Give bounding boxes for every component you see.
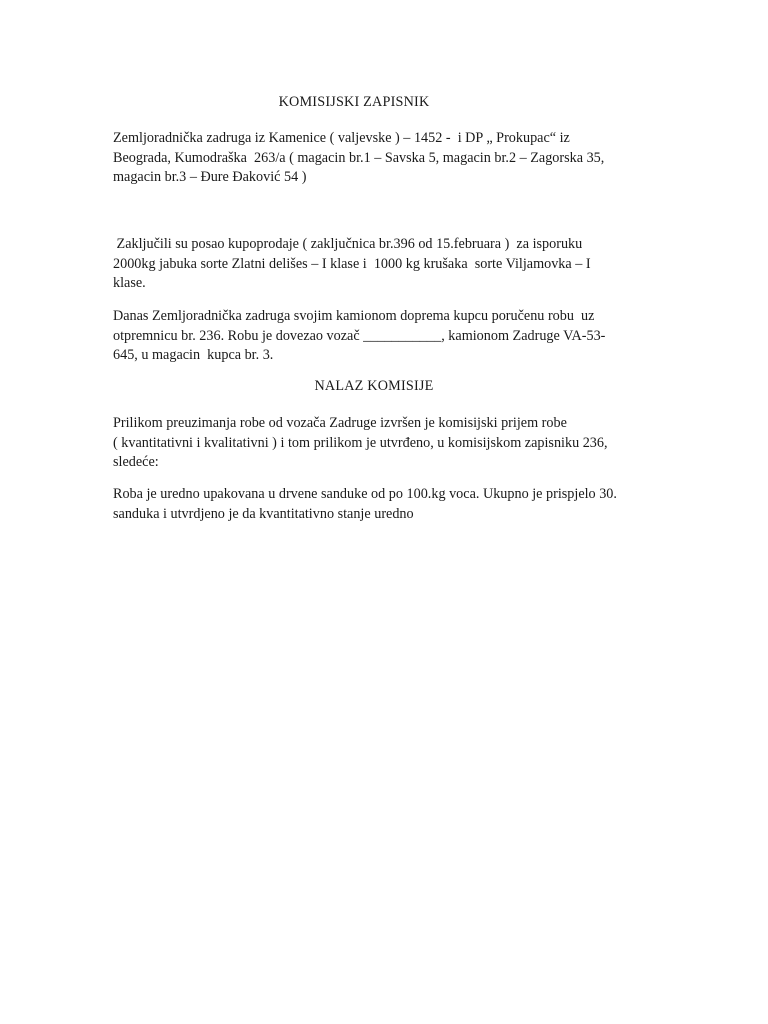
text-line: 2000kg jabuka sorte Zlatni delišes – I klase i 1000 kg krušaka sorte Viljamovka – I — [113, 255, 591, 272]
text-line: klase. — [113, 275, 146, 291]
text-line: Roba je uredno upakovana u drvene sanduke od po 100.kg voca. Ukupno je prispjelo 30. — [113, 486, 617, 502]
paragraph-contract — [113, 235, 673, 294]
section-heading: NALAZ KOMISIJE — [314, 378, 434, 394]
text-line: ( kvantitativni i kvalitativni ) i tom prilikom je utvrđeno, u komisijskom zapisniku 236, — [113, 434, 608, 451]
paragraph-reception — [113, 414, 673, 473]
text-line: sanduka i utvrdjeno je da kvantitativno stanje uredno — [113, 505, 414, 522]
paragraph-delivery — [113, 307, 673, 366]
text-line: Danas Zemljoradnička zadruga svojim kamionom doprema kupcu poručenu robu uz — [113, 308, 595, 324]
paragraph-parties — [113, 129, 673, 188]
text-line: Prilikom preuzimanja robe od vozača Zadruge izvršen je komisijski prijem robe — [113, 415, 567, 431]
text-line: sledeće: — [113, 454, 159, 470]
text-line: Zaključili su posao kupoprodaje ( zaključnica br.396 od 15.februara ) za isporuku — [113, 236, 583, 252]
text-line: 645, u magacin kupca br. 3. — [113, 347, 274, 363]
document-title: KOMISIJSKI ZAPISNIK — [278, 94, 430, 110]
text-line: Beograda, Kumodraška 263/a ( magacin br.1 – Savska 5, magacin br.2 – Zagorska 35, — [113, 149, 605, 166]
text-line: otpremnicu br. 236. Robu je dovezao vozač ___________, kamionom Zadruge VA-53- — [113, 327, 606, 344]
text-line: Zemljoradnička zadruga iz Kamenice ( valjevske ) – 1452 - i DP „ Prokupac“ iz — [113, 130, 570, 146]
text-line: magacin br.3 – Đure Đaković 54 ) — [113, 169, 307, 185]
paragraph-findings — [113, 485, 673, 524]
